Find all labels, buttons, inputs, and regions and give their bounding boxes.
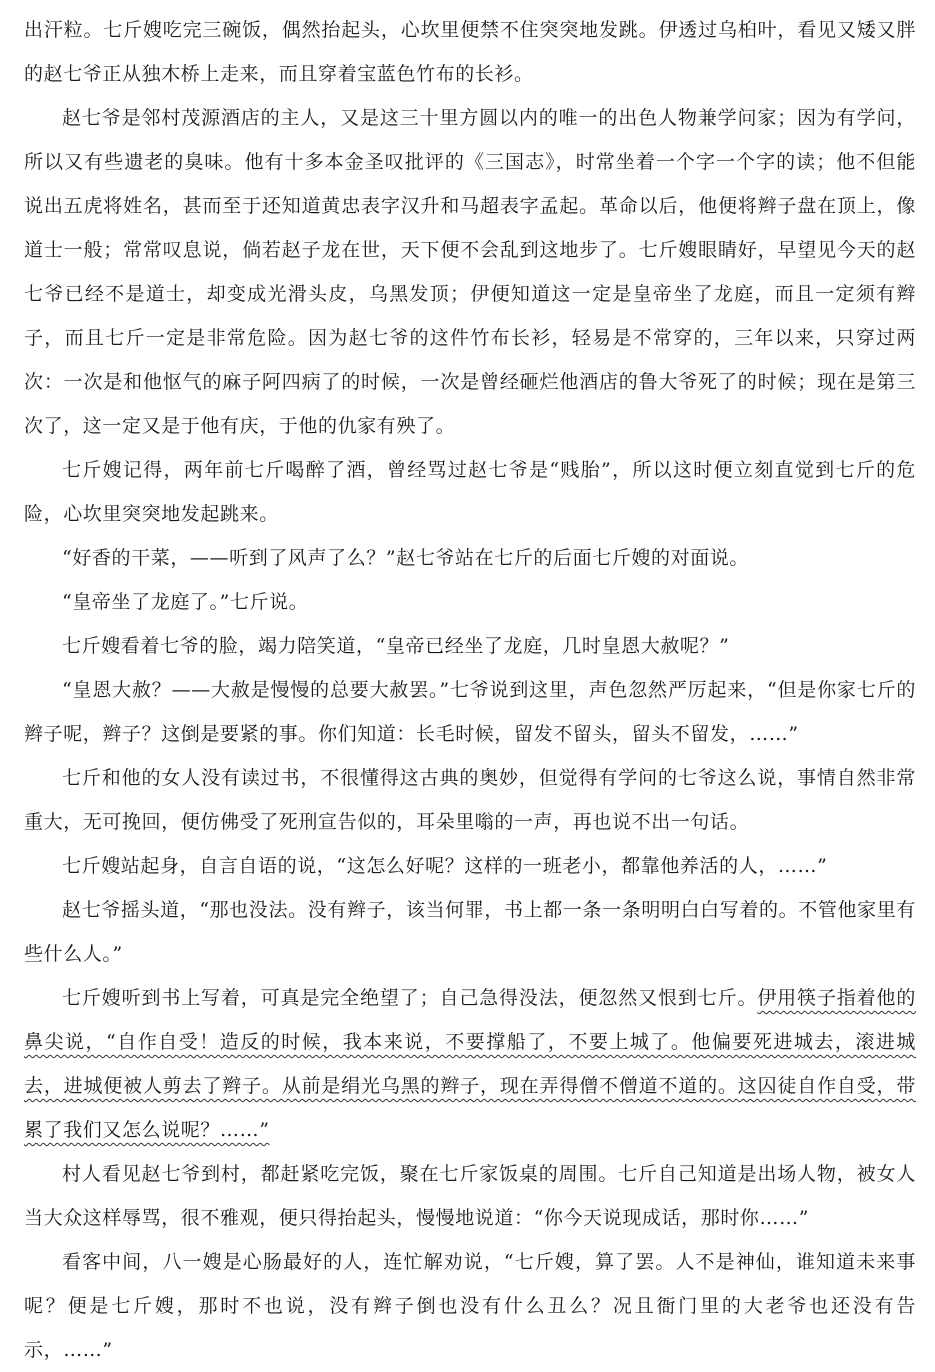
- paragraph: 七斤嫂站起身，自言自语的说，“这怎么好呢？这样的一班老小，都靠他养活的人，……”: [62, 855, 828, 877]
- paragraph: 赵七爷摇头道，“那也没法。没有辫子，该当何罪，书上都一条一条明明白白写着的。不管他家里有些什么人。”: [24, 899, 916, 965]
- paragraph: “皇恩大赦？——大赦是慢慢的总要大赦罢。”七爷说到这里，声色忽然严厉起来，“但是你家七斤的辫子呢，辫子？这倒是要紧的事。你们知道：长毛时候，留发不留头，留头不留发，……”: [24, 679, 916, 745]
- paragraph: “好香的干菜，——听到了风声了么？”赵七爷站在七斤的后面七斤嫂的对面说。: [62, 547, 750, 569]
- paragraph-with-annotation: [24, 976, 916, 1152]
- paragraph: 出汗粒。七斤嫂吃完三碗饭，偶然抬起头，心坎里便禁不住突突地发跳。伊透过乌桕叶，看见又矮又胖的赵七爷正从独木桥上走来，而且穿着宝蓝色竹布的长衫。: [24, 19, 916, 85]
- paragraph: 七斤和他的女人没有读过书，不很懂得这古典的奥妙，但觉得有学问的七爷这么说，事情自然非常重大，无可挽回，便仿佛受了死刑宣告似的，耳朵里嗡的一声，再也说不出一句话。: [24, 767, 916, 833]
- paragraph: 村人看见赵七爷到村，都赶紧吃完饭，聚在七斤家饭桌的周围。七斤自己知道是出场人物，被女人当大众这样辱骂，很不雅观，便只得抬起头，慢慢地说道：“你今天说现成话，那时你……”: [24, 1163, 916, 1229]
- paragraph: 赵七爷是邻村茂源酒店的主人，又是这三十里方圆以内的唯一的出色人物兼学问家；因为有学问，所以又有些遗老的臭味。他有十多本金圣叹批评的《三国志》，时常坐着一个字一个字的读；他不但能说出五虎将姓名，甚而至于还知道黄忠表字汉升和马超表字孟起。革命以后，他便将辫子盘在顶上，像道士一般；常常叹息说，倘若赵子龙在世，天下便不会乱到这地步了。七斤嫂眼睛好，早望见今天的赵七爷已经不是道士，却变成光滑头皮，乌黑发顶；伊便知道这一定是皇帝坐了龙庭，而且一定须有辫子，而且七斤一定是非常危险。因为赵七爷的这件竹布长衫，轻易是不常穿的，三年以来，只穿过两次：一次是和他怄气的麻子阿四病了的时候，一次是曾经砸烂他酒店的鲁大爷死了的时候；现在是第三次了，这一定又是于他有庆，于他的仇家有殃了。: [24, 107, 916, 437]
- paragraph: 七斤嫂看着七爷的脸，竭力陪笑道，“皇帝已经坐了龙庭，几时皇恩大赦呢？”: [62, 635, 730, 657]
- paragraph: “皇帝坐了龙庭了。”七斤说。: [62, 591, 309, 613]
- wavy-underlined-passage: 伊用筷子指着他的鼻尖说，“自作自受！造反的时候，我本来说，不要撑船了，不要上城了。他偏要死进城去，滚进城去，进城便被人剪去了辫子。从前是绢光乌黑的辫子，现在弄得僧不僧道不道的。这囚徒自作自受，带累了我们又怎么说呢？……”: [24, 987, 916, 1141]
- paragraph: 七斤嫂记得，两年前七斤喝醉了酒，曾经骂过赵七爷是“贱胎”，所以这时便立刻直觉到七斤的危险，心坎里突突地发起跳来。: [24, 459, 916, 525]
- document-page: [24, 0, 916, 1372]
- paragraph: 看客中间，八一嫂是心肠最好的人，连忙解劝说，“七斤嫂，算了罢。人不是神仙，谁知道未来事呢？便是七斤嫂，那时不也说，没有辫子倒也没有什么丑么？况且衙门里的大老爷也还没有告示，……”: [24, 1251, 916, 1361]
- paragraph-text: 七斤嫂听到书上写着，可真是完全绝望了；自己急得没法，便忽然又恨到七斤。: [62, 987, 758, 1009]
